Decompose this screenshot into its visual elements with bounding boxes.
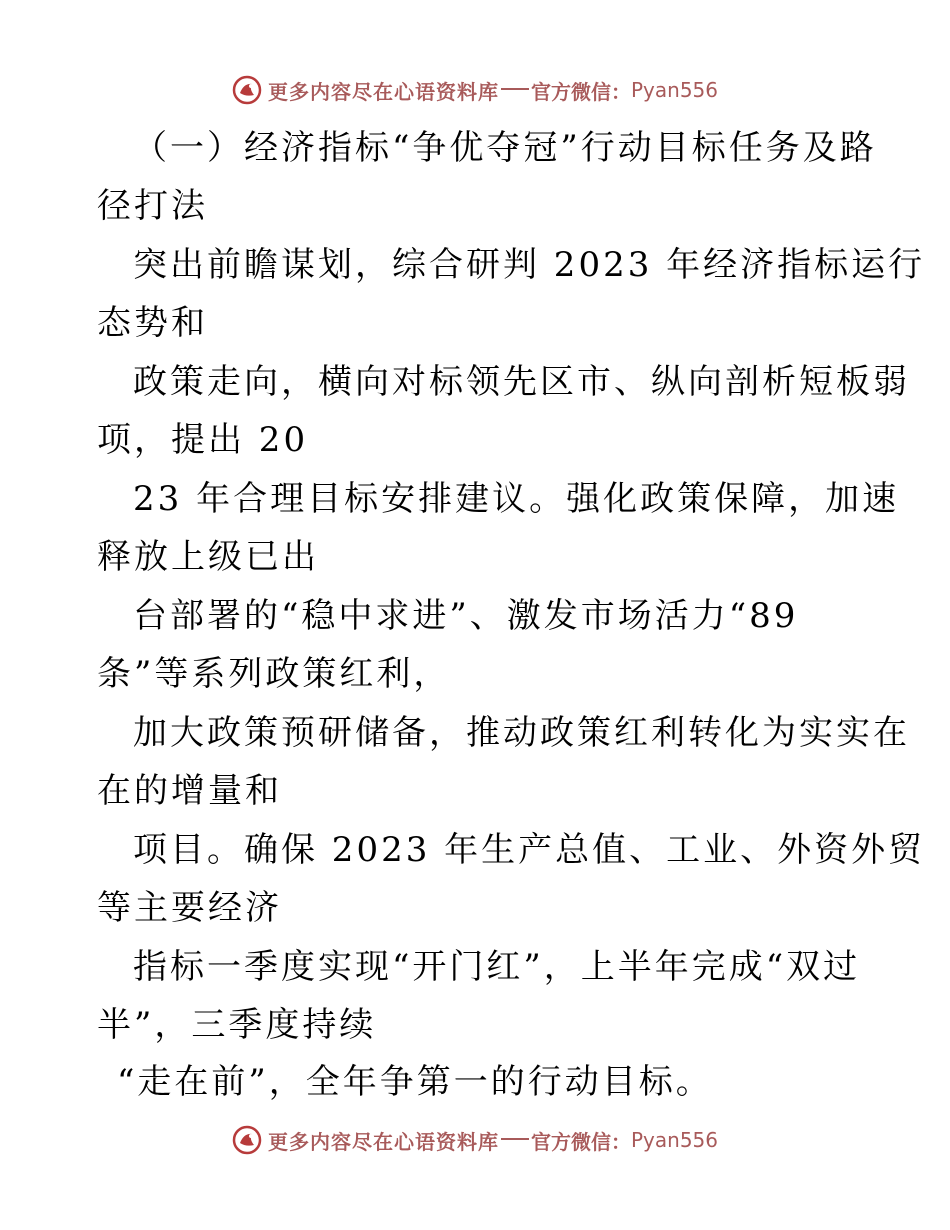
watermark-wechat-label: 官方微信：	[530, 79, 631, 104]
text-line: 等主要经济	[97, 888, 282, 928]
watermark-dash	[501, 1138, 529, 1140]
text-line: （一）经济指标“争优夺冠”行动目标任务及路	[133, 128, 877, 168]
text-line: 加大政策预研储备，推动政策红利转化为实实在	[133, 713, 910, 753]
text-line: 项，提出 20	[97, 420, 309, 460]
logo-icon	[232, 1125, 262, 1155]
text-line: 半”，三季度持续	[97, 1005, 377, 1045]
text-line: 条”等系列政策红利，	[97, 654, 451, 694]
text-line: 突出前瞻谋划，综合研判 2023 年经济指标运行	[133, 245, 926, 285]
watermark-wechat-label: 官方微信：	[530, 1129, 631, 1154]
text-line: 态势和	[97, 303, 208, 343]
text-line: 台部署的“稳中求进”、激发市场活力“89	[133, 596, 799, 636]
watermark-header	[0, 70, 950, 110]
text-line: “走在前”，全年争第一的行动目标。	[117, 1062, 713, 1102]
watermark-wechat-id: Pyan556	[630, 78, 718, 102]
watermark-footer	[0, 1120, 950, 1160]
text-line: 政策走向，横向对标领先区市、纵向剖析短板弱	[133, 362, 910, 402]
watermark-wechat-id: Pyan556	[630, 1128, 718, 1152]
text-line: 项目。确保 2023 年生产总值、工业、外资外贸	[133, 830, 926, 870]
text-line: 径打法	[97, 186, 208, 226]
logo-icon	[232, 75, 262, 105]
watermark-dash	[501, 88, 529, 90]
watermark-main-text: 更多内容尽在心语资料库	[267, 79, 499, 104]
text-line: 23 年合理目标安排建议。强化政策保障，加速	[133, 479, 900, 519]
text-line: 指标一季度实现“开门红”，上半年完成“双过	[133, 947, 861, 987]
watermark-main-text: 更多内容尽在心语资料库	[267, 1129, 499, 1154]
text-line: 在的增量和	[97, 771, 282, 811]
text-line: 释放上级已出	[97, 537, 319, 577]
